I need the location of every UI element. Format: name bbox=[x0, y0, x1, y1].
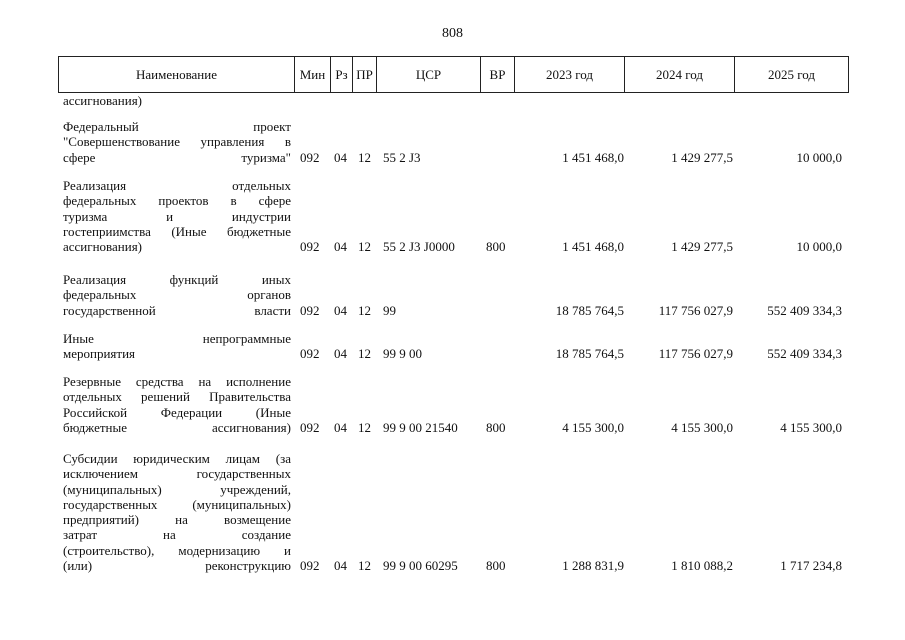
header-min: Мин bbox=[295, 57, 331, 93]
row-name-line: (муниципальных) учреждений, bbox=[63, 481, 291, 497]
row-name-line: мероприятия bbox=[63, 346, 136, 362]
cell-csr: 55 2 J3 J0000 bbox=[383, 239, 455, 255]
row-name-line: гостеприимства (Иные бюджетные bbox=[63, 223, 291, 239]
cell-pr: 12 bbox=[358, 302, 371, 318]
header-2023: 2023 год bbox=[515, 57, 625, 93]
cell-2024: 117 756 027,9 bbox=[658, 346, 733, 362]
cell-2025: 552 409 334,3 bbox=[767, 346, 842, 362]
row-name-line: Реализация функций иных bbox=[63, 272, 291, 287]
cell-pr: 12 bbox=[358, 419, 371, 435]
row-name-line: Иные непрограммные bbox=[63, 331, 291, 346]
row-name bbox=[63, 178, 291, 254]
cell-pr: 12 bbox=[358, 346, 371, 362]
cell-csr: 99 9 00 60295 bbox=[383, 558, 458, 574]
row-name-line: (строительство), модернизацию и bbox=[63, 542, 291, 558]
cell-2023: 1 288 831,9 bbox=[562, 558, 624, 574]
cell-min: 092 bbox=[300, 149, 320, 165]
cell-2023: 1 451 468,0 bbox=[562, 149, 624, 165]
row-name-line: сфере туризма" bbox=[63, 149, 291, 165]
cell-2023: 1 451 468,0 bbox=[562, 239, 624, 255]
cell-pr: 12 bbox=[358, 149, 371, 165]
cell-2024: 4 155 300,0 bbox=[671, 419, 733, 435]
cell-2025: 4 155 300,0 bbox=[780, 419, 842, 435]
cell-rz: 04 bbox=[334, 149, 347, 165]
row-name-line: туризма и индустрии bbox=[63, 208, 291, 224]
row-name-line: Резервные средства на исполнение bbox=[63, 374, 291, 389]
header-name: Наименование bbox=[59, 57, 295, 93]
header-vr: ВР bbox=[481, 57, 515, 93]
cell-vr: 800 bbox=[486, 558, 506, 574]
header-2025: 2025 год bbox=[735, 57, 849, 93]
cell-2023: 18 785 764,5 bbox=[555, 346, 624, 362]
row-name bbox=[63, 119, 291, 165]
table-row bbox=[0, 272, 905, 318]
row-name-line: затрат на создание bbox=[63, 527, 291, 543]
continued-text: ассигнования) bbox=[63, 93, 143, 108]
cell-rz: 04 bbox=[334, 239, 347, 255]
cell-pr: 12 bbox=[358, 558, 371, 574]
table-row bbox=[0, 119, 905, 165]
cell-min: 092 bbox=[300, 239, 320, 255]
row-name-line: государственных (муниципальных) bbox=[63, 496, 291, 512]
cell-2024: 1 429 277,5 bbox=[671, 239, 733, 255]
cell-pr: 12 bbox=[358, 239, 371, 255]
cell-csr: 99 9 00 21540 bbox=[383, 419, 458, 435]
cell-2025: 10 000,0 bbox=[796, 149, 842, 165]
table-row bbox=[0, 374, 905, 435]
cell-csr: 99 bbox=[383, 302, 396, 318]
header-rz: Рз bbox=[331, 57, 353, 93]
cell-vr: 800 bbox=[486, 239, 506, 255]
row-name-line: федеральных проектов в сфере bbox=[63, 193, 291, 209]
row-name bbox=[63, 374, 291, 435]
table-row bbox=[0, 178, 905, 255]
row-name-line: бюджетные ассигнования) bbox=[63, 419, 291, 435]
cell-2023: 4 155 300,0 bbox=[562, 419, 624, 435]
row-name-line: (или) реконструкцию bbox=[63, 558, 291, 574]
cell-rz: 04 bbox=[334, 419, 347, 435]
cell-min: 092 bbox=[300, 419, 320, 435]
header-csr: ЦСР bbox=[377, 57, 481, 93]
row-name bbox=[63, 272, 291, 318]
page-number: 808 bbox=[442, 26, 463, 41]
cell-min: 092 bbox=[300, 302, 320, 318]
row-name-line: отдельных решений Правительства bbox=[63, 389, 291, 405]
cell-rz: 04 bbox=[334, 346, 347, 362]
row-name-line: Российской Федерации (Иные bbox=[63, 404, 291, 420]
row-name-line: Субсидии юридическим лицам (за bbox=[63, 451, 291, 466]
cell-rz: 04 bbox=[334, 302, 347, 318]
row-name-line: предприятий) на возмещение bbox=[63, 512, 291, 528]
cell-2024: 1 429 277,5 bbox=[671, 149, 733, 165]
row-name-line: Реализация отдельных bbox=[63, 178, 291, 193]
row-name-line: исключением государственных bbox=[63, 466, 291, 482]
cell-min: 092 bbox=[300, 346, 320, 362]
row-name-line: Федеральный проект bbox=[63, 119, 291, 134]
cell-2023: 18 785 764,5 bbox=[555, 302, 624, 318]
cell-rz: 04 bbox=[334, 558, 347, 574]
cell-2025: 552 409 334,3 bbox=[767, 302, 842, 318]
row-name-line: федеральных органов bbox=[63, 287, 291, 303]
header-pr: ПР bbox=[353, 57, 377, 93]
row-name-line: "Совершенствование управления в bbox=[63, 134, 291, 150]
cell-vr: 800 bbox=[486, 419, 506, 435]
cell-2025: 10 000,0 bbox=[796, 239, 842, 255]
row-name bbox=[63, 331, 291, 362]
cell-2025: 1 717 234,8 bbox=[780, 558, 842, 574]
cell-min: 092 bbox=[300, 558, 320, 574]
cell-csr: 99 9 00 bbox=[383, 346, 422, 362]
header-2024: 2024 год bbox=[625, 57, 735, 93]
table-row bbox=[0, 331, 905, 362]
row-name-line: ассигнования) bbox=[63, 239, 143, 255]
cell-2024: 117 756 027,9 bbox=[658, 302, 733, 318]
row-name bbox=[63, 451, 291, 573]
row-name-line: государственной власти bbox=[63, 302, 291, 318]
table-row bbox=[0, 451, 905, 573]
cell-2024: 1 810 088,2 bbox=[671, 558, 733, 574]
cell-csr: 55 2 J3 bbox=[383, 149, 421, 165]
